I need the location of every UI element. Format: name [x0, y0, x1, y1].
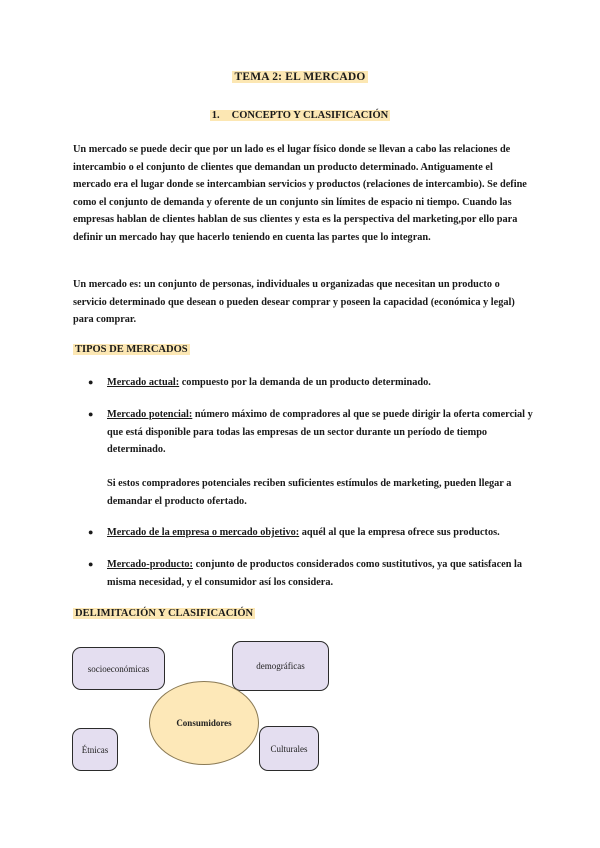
page-title-text: TEMA 2: EL MERCADO	[234, 71, 366, 83]
diagram-center-consumidores: Consumidores	[149, 681, 259, 765]
paragraph-mercado-es: Un mercado es: un conjunto de personas, individuales u organizadas que necesitan un producto o servicio determinado que desean o pueden desear comprar y poseen la capacidad (económica y legal) para comprar.	[73, 279, 515, 326]
list-item-mercado-potencial-note: Si estos compradores potenciales reciben suficientes estímulos de marketing, pueden llegar a demandar el producto ofertado.	[107, 478, 512, 507]
diagram-node-etnicas: Étnicas	[72, 728, 118, 771]
bullet-term: Mercado de la empresa o mercado objetivo:	[107, 527, 300, 538]
section-heading-tipos-text: TIPOS DE MERCADOS	[75, 344, 188, 355]
bullet-term: Mercado actual:	[107, 377, 180, 388]
bullet-text: compuesto por la demanda de un producto determinado.	[179, 377, 431, 388]
paragraph-definicion: Un mercado se puede decir que por un lado es el lugar físico donde se llevan a cabo las relaciones de intercambio o el conjunto de clientes que demandan un producto determinado. Antiguamente el mercado era el lugar donde se intercambian servicios y productos (relaciones de intercambio). Se define como el conjunto de demanda y oferente de un conjunto sin límites de espacio ni tiempo. Cuando las empresas hablan de clientes hablan de sus clientes y esta es la perspectiva del marketing,por ello para definir un mercado hay que hacerlo teniendo en cuenta las partes que lo integran.	[73, 144, 527, 243]
section-heading-text: CONCEPTO Y CLASIFICACIÓN	[231, 110, 389, 121]
bullet-text: aquél al que la empresa ofrece sus productos.	[299, 527, 500, 538]
diagram-node-socioeconomicas: socioeconómicas	[72, 647, 165, 690]
diagram-node-demograficas: demográficas	[232, 641, 329, 691]
bullet-text: conjunto de productos considerados como sustitutivos, ya que satisfacen la misma necesidad, y el consumidor así los considera.	[107, 559, 523, 588]
bullet-icon: ●	[88, 377, 94, 387]
section-heading-delimitacion-text: DELIMITACIÓN Y CLASIFICACIÓN	[75, 608, 254, 619]
bullet-icon: ●	[88, 527, 94, 537]
section-number: 1.	[211, 110, 220, 121]
bullet-term: Mercado-producto:	[107, 559, 193, 570]
bullet-icon: ●	[88, 409, 94, 419]
bullet-icon: ●	[88, 559, 94, 569]
bullet-text: número máximo de compradores al que se puede dirigir la oferta comercial y que está disponible para todas las empresas de un sector durante un período de tiempo determinado.	[107, 409, 533, 456]
bullet-term: Mercado potencial:	[107, 409, 193, 420]
diagram-node-culturales: Culturales	[259, 726, 319, 771]
